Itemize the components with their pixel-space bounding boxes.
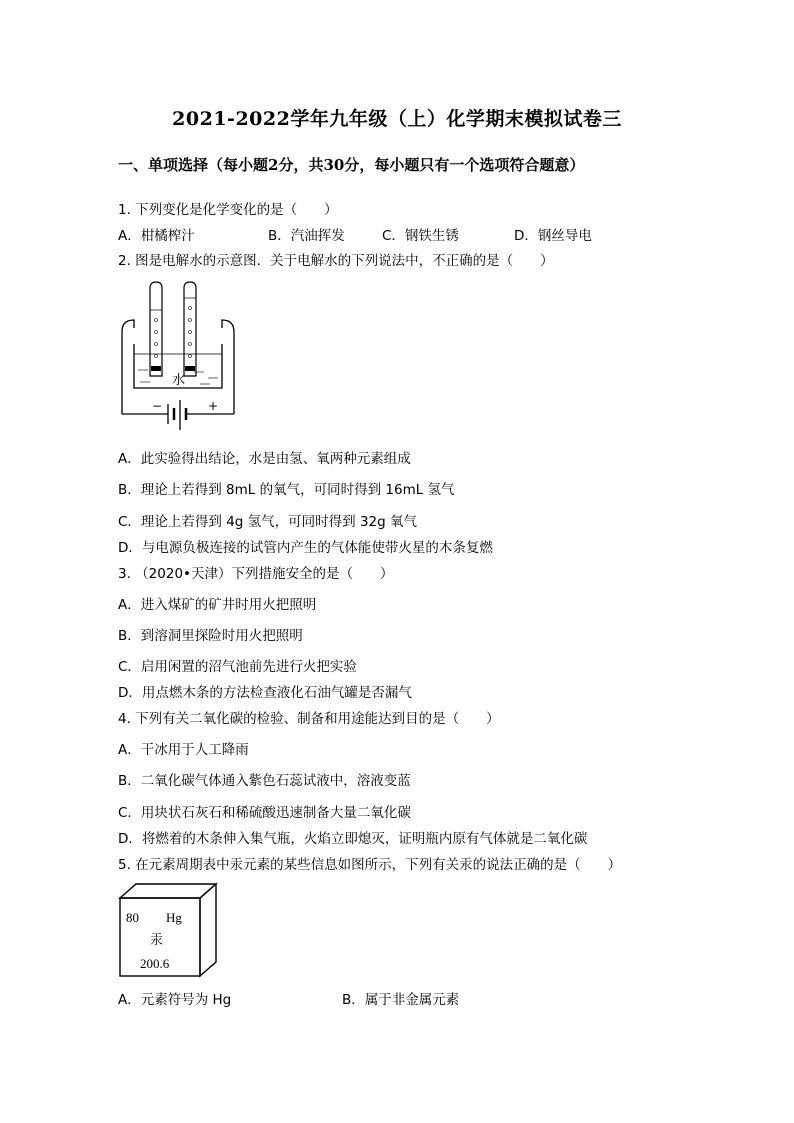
element-name: 汞 [150, 933, 164, 948]
q4-option-b: B．二氧化碳气体通入紫色石蕊试液中，溶液变蓝 [118, 773, 411, 789]
q1-option-c: C．钢铁生锈 [382, 228, 459, 244]
q2-option-a: A．此实验得出结论，水是由氢、氧两种元素组成 [118, 451, 411, 467]
element-card-mercury [118, 882, 218, 980]
q3-option-a: A．进入煤矿的矿井时用火把照明 [118, 597, 317, 613]
atomic-mass: 200.6 [140, 956, 170, 971]
question-3-stem: 3. （2020•天津）下列措施安全的是（ ） [118, 566, 394, 582]
question-2-stem: 2. 图是电解水的示意图．关于电解水的下列说法中，不正确的是（ ） [118, 253, 554, 269]
q5-option-a: A．元素符号为 Hg [118, 992, 232, 1008]
q3-option-d: D．用点燃木条的方法检查液化石油气罐是否漏气 [118, 685, 412, 701]
q4-option-c: C．用块状石灰石和稀硫酸迅速制备大量二氧化碳 [118, 805, 411, 821]
water-label: 水 [172, 373, 186, 388]
q4-option-a: A．干冰用于人工降雨 [118, 742, 249, 758]
q1-option-b: B．汽油挥发 [268, 228, 345, 244]
q3-option-c: C．启用闲置的沼气池前先进行火把实验 [118, 659, 357, 675]
question-5-stem: 5. 在元素周期表中汞元素的某些信息如图所示，下列有关汞的说法正确的是（ ） [118, 857, 622, 873]
question-1-stem: 1. 下列变化是化学变化的是（ ） [118, 202, 338, 218]
electrolysis-diagram [118, 280, 238, 436]
q2-option-d: D．与电源负极连接的试管内产生的气体能使带火星的木条复燃 [118, 540, 493, 556]
negative-sign: − [152, 399, 163, 413]
q1-option-d: D．钢丝导电 [514, 228, 592, 244]
exam-title: 2021-2022学年九年级（上）化学期末模拟试卷三 [172, 108, 622, 130]
q4-option-d: D．将燃着的木条伸入集气瓶，火焰立即熄灭，证明瓶内原有气体就是二氧化碳 [118, 831, 588, 847]
q2-option-b: B．理论上若得到 8mL 的氧气，可同时得到 16mL 氢气 [118, 482, 455, 498]
section-heading: 一、单项选择（每小题2分，共30分，每小题只有一个选项符合题意） [118, 156, 585, 174]
q3-option-b: B．到溶洞里探险时用火把照明 [118, 628, 303, 644]
q2-option-c: C．理论上若得到 4g 氢气，可同时得到 32g 氧气 [118, 514, 417, 530]
q1-option-a: A．柑橘榨汁 [118, 228, 195, 244]
atomic-number: 80 [126, 910, 139, 925]
question-4-stem: 4. 下列有关二氧化碳的检验、制备和用途能达到目的是（ ） [118, 711, 500, 727]
q5-option-b: B．属于非金属元素 [342, 992, 460, 1008]
element-symbol: Hg [166, 910, 182, 925]
positive-sign: + [208, 399, 219, 413]
